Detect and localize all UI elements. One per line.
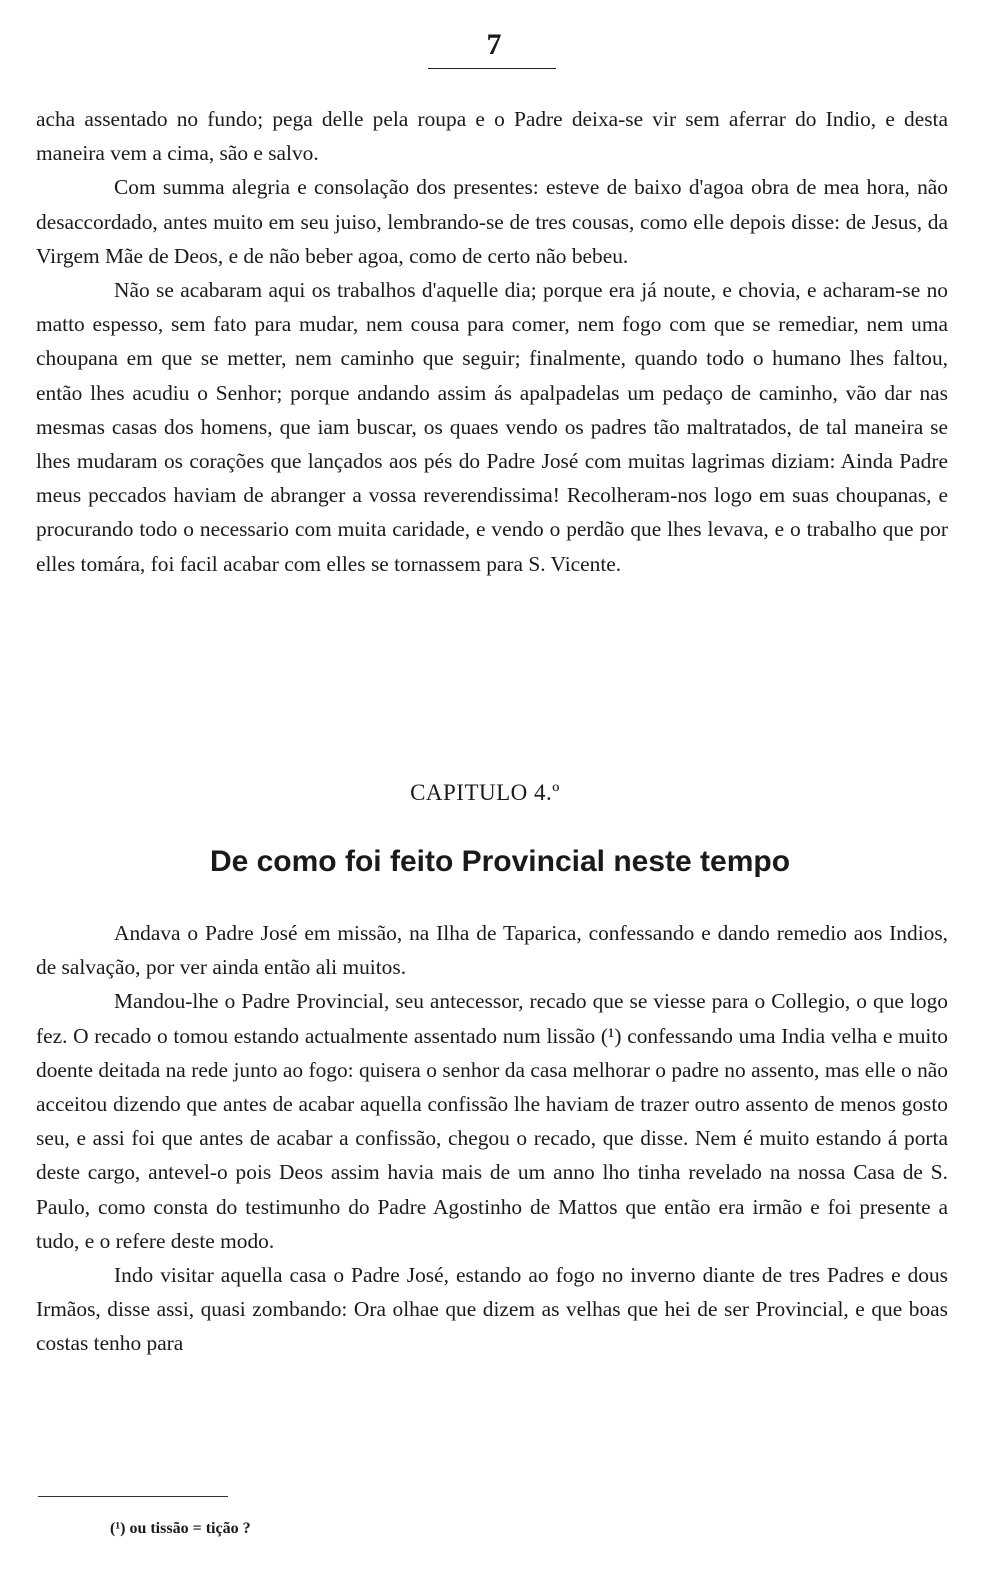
- paragraph: acha assentado no fundo; pega delle pela roupa e o Padre deixa-se vir sem aferrar do Indio, e desta maneira vem a cima, são e salvo.: [36, 107, 948, 166]
- paragraph: Andava o Padre José em missão, na Ilha de Taparica, confessando e dando remedio aos Indios, de salvação, por ver ainda então ali muitos.: [36, 921, 948, 980]
- paragraph: Mandou-lhe o Padre Provincial, seu antecessor, recado que se viesse para o Collegio, o que logo fez. O recado o tomou estando actualmente assentado num lissão (¹) confessando uma India velha e muito doente deitada na rede junto ao fogo: quisera o senhor da casa melhorar o padre no assento, mas elle o não acceitou dizendo que antes de acabar aquella confissão lhe haviam de trazer outro assento de menos gosto seu, e assi foi que antes de acabar a confissão, chegou o recado, que disse. Nem é muito estando á porta deste cargo, antevel-o pois Deos assim havia mais de um anno lho tinha revelado na nossa Casa de S. Paulo, como consta do testimunho do Padre Agostinho de Mattos que então era irmão e foi presente a tudo, e o refere deste modo.: [36, 989, 948, 1253]
- paragraph: Com summa alegria e consolação dos presentes: esteve de baixo d'agoa obra de mea hora, não desaccordado, antes muito em seu juiso, lembrando-se de tres cousas, como elle depois disse: de Jesus, da Virgem Mãe de Deos, e de não beber agoa, como de certo não bebeu.: [36, 175, 948, 268]
- footnote-rule: [38, 1496, 228, 1497]
- chapter-label: CAPITULO 4.º: [410, 780, 560, 805]
- paragraph: Não se acabaram aqui os trabalhos d'aquelle dia; porque era já noute, e chovia, e acharam-se no matto espesso, sem fato para mudar, nem cousa para comer, nem fogo com que se remediar, nem uma choupana em que se metter, nem caminho que seguir; finalmente, quando todo o humano lhes faltou, então lhes acudiu o Senhor; porque andando assim ás apalpadelas um pedaço de caminho, vão dar nas mesmas casas dos homens, que iam buscar, os quaes vendo os padres tão maltratados, de tal maneira se lhes mudaram os corações que lançados aos pés do Padre José com muitas lagrimas diziam: Ainda Padre meus peccados haviam de abranger a vossa reverendissima! Recolheram-nos logo em suas choupanas, e procurando todo o necessario com muita caridade, e vendo o perdão que lhes levava, e o trabalho que por elles tomára, foi facil acabar com elles se tornassem para S. Vicente.: [36, 278, 948, 576]
- paragraph: Indo visitar aquella casa o Padre José, estando ao fogo no inverno diante de tres Padres e dous Irmãos, disse assi, quasi zombando: Ora olhae que dizem as velhas que hei de ser Provincial, e que boas costas tenho para: [36, 1263, 948, 1356]
- header-rule: [428, 68, 556, 69]
- footnote: (¹) ou tissão = tição ?: [110, 1520, 251, 1537]
- section-two-text: [36, 916, 948, 1361]
- chapter-title: De como foi feito Provincial neste tempo: [209, 845, 791, 878]
- section-one-text: [36, 102, 948, 581]
- page-number: 7: [486, 28, 502, 61]
